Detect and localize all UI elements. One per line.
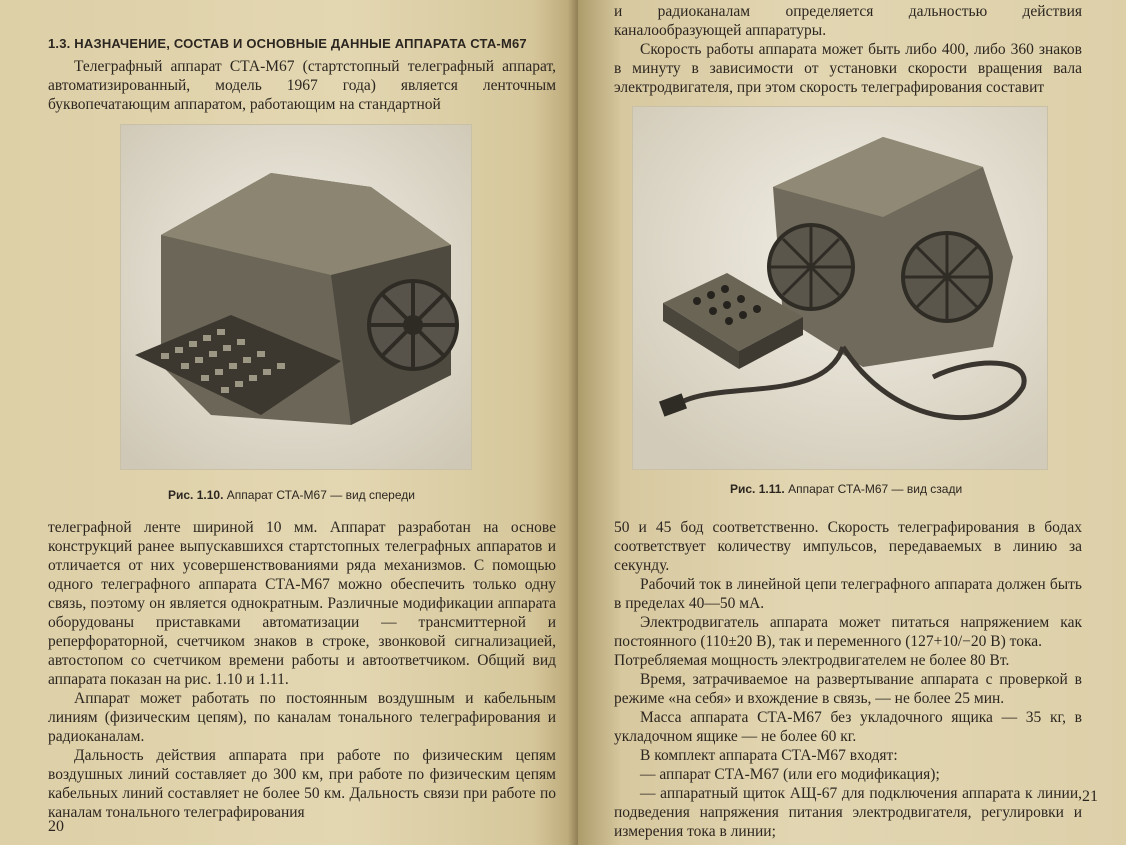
figure-1-10-photo [120, 124, 472, 470]
continued-paragraph: телеграфной ленте шириной 10 мм. Аппарат разработан на основе конструкций ранее выпускавшихся стартстопных телеграфных аппаратов и отличается от них усовершенствованиями ряда механизмов. С помощью одного телеграфного аппарата СТА-М67 можно обеспечить только одну связь, поэтому он является однократным. Различные модификации аппарата оборудованы приставками автоматизации — трансмиттерной и реперфораторной, счетчиком знаков в строке, звонковой сигнализацией, автостопом со счетчиком времени работы и автоответчиком. Общий вид аппарата показан на рис. 1.10 и 1.11. [48, 519, 556, 688]
lines-paragraph: Аппарат может работать по постоянным воздушным и кабельным линиям (физическим цепям), по каналам тонального телеграфирования и радиоканалам. [48, 690, 556, 745]
figure-1-10-label: Рис. 1.10. [168, 488, 224, 502]
right-bottom-text [614, 518, 1082, 841]
figure-1-11-photo [632, 106, 1048, 470]
figure-1-11-caption [730, 482, 962, 496]
intro-paragraph: Телеграфный аппарат СТА-М67 (стартстопный телеграфный аппарат, автоматизированный, модель 1967 года) является ленточным буквопечатающим аппаратом, работающим на стандартной [48, 58, 556, 113]
right-page [578, 0, 1126, 845]
figure-1-11-label: Рис. 1.11. [730, 482, 785, 496]
right-page-number: 21 [1082, 788, 1098, 805]
right-top-text [614, 2, 1082, 97]
speed-paragraph: Скорость работы аппарата может быть либо 400, либо 360 знаков в минуту в зависимости от установки скорости вращения вала электродвигателя, при этом скорость телеграфирования составит [614, 41, 1082, 96]
section-heading: 1.3. НАЗНАЧЕНИЕ, СОСТАВ И ОСНОВНЫЕ ДАННЫЕ АППАРАТА СТА-М67 [48, 36, 527, 51]
figure-1-10-text: Аппарат СТА-М67 — вид спереди [226, 488, 415, 502]
motor-paragraph: Электродвигатель аппарата может питаться напряжением как постоянного (110±20 В), так и переменного (127+10/−20 В) тока. [614, 614, 1082, 650]
left-bottom-text [48, 518, 556, 822]
kit-item-1: — аппарат СТА-М67 (или его модификация); [640, 766, 940, 783]
left-page-number: 20 [48, 818, 64, 835]
range-paragraph: Дальность действия аппарата при работе по физическим цепям воздушных линий составляет до 300 км, при работе по физическим цепям кабельных линий составляет не более 50 км. Дальность связи при работе по каналам тонального телеграфирования [48, 747, 556, 821]
power-paragraph: Потребляемая мощность электродвигателем не более 80 Вт. [614, 652, 1010, 669]
time-paragraph: Время, затрачиваемое на развертывание аппарата с проверкой в режиме «на себя» и вхождение в связь, — не более 25 мин. [614, 671, 1082, 707]
figure-1-11-text: Аппарат СТА-М67 — вид сзади [788, 482, 963, 496]
left-top-text [48, 36, 556, 114]
top-continued-paragraph: и радиоканалам определяется дальностью действия каналообразующей аппаратуры. [614, 3, 1082, 39]
figure-1-10-caption [168, 488, 415, 502]
mass-paragraph: Масса аппарата СТА-М67 без укладочного ящика — 35 кг, в укладочном ящике — не более 60 кг. [614, 709, 1082, 745]
current-paragraph: Рабочий ток в линейной цепи телеграфного аппарата должен быть в пределах 40—50 мА. [614, 576, 1082, 612]
teletype-front-illustration [121, 125, 471, 469]
teletype-rear-illustration [633, 107, 1047, 469]
kit-item-2: — аппаратный щиток АЩ-67 для подключения аппарата к линии, подведения напряжения питания электродвигателя, регулировки и измерения тока в линии; [614, 785, 1082, 840]
baud-paragraph: 50 и 45 бод соответственно. Скорость телеграфирования в бодах соответствует количеству импульсов, передаваемых в линию за секунду. [614, 519, 1082, 574]
kit-intro: В комплект аппарата СТА-М67 входят: [640, 747, 898, 764]
